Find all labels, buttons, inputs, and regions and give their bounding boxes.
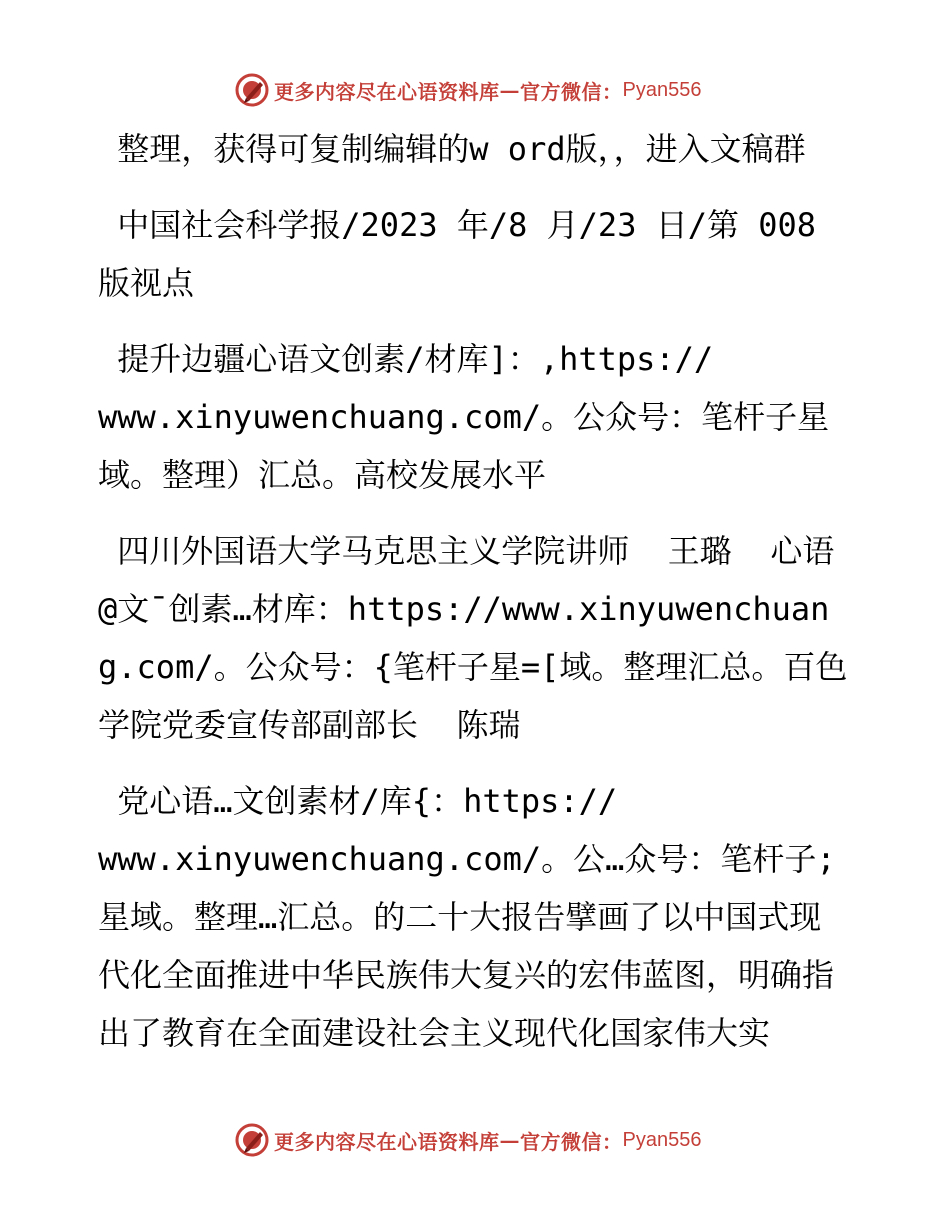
document-body (98, 120, 850, 1062)
paragraph-1: 整理，获得可复制编辑的w ord版，，进入文稿群 (98, 130, 806, 168)
header-banner (234, 70, 714, 110)
paragraph-5: 党心语…文创素材/库{：https:// www.xinyuwenchuang.com/。公…众号：笔杆子;星域。整理…汇总。的二十大报告擘画了以中国式现代化全面推进中华民族伟大复兴的宏伟蓝图，明确指出了教育在全面建设社会主义现代化国家伟大实 (98, 782, 836, 1052)
header-wechat-id: Pyan556 (622, 78, 702, 101)
pen-seal-icon (234, 1122, 270, 1158)
header-brand-text: 更多内容尽在心语资料库 (274, 79, 500, 104)
footer-banner (234, 1120, 714, 1160)
footer-separator: — (499, 1128, 520, 1152)
footer-brand-text: 更多内容尽在心语资料库 (274, 1129, 500, 1154)
paragraph-4: 四川外国语大学马克思主义学院讲师 王璐 心语@文¯创素…材库：https://www.xinyuwenchuang.com/。公众号：{笔杆子星=[域。整理汇总。百色学院党委宣传部副部长 陈瑞 (98, 532, 848, 744)
footer-wechat-label: 官方微信： (520, 1129, 623, 1154)
pen-seal-icon (234, 72, 270, 108)
footer-wechat-id: Pyan556 (622, 1128, 702, 1151)
header-wechat-label: 官方微信： (520, 79, 623, 104)
header-separator: — (499, 78, 520, 102)
paragraph-3: 提升边疆心语文创素/材库]：,https:// www.xinyuwenchuang.com/。公众号：笔杆子星 域。整理）汇总。高校发展水平 (98, 340, 830, 494)
paragraph-2: 中国社会科学报/2023 年/8 月/23 日/第 008 版视点 (98, 206, 836, 302)
